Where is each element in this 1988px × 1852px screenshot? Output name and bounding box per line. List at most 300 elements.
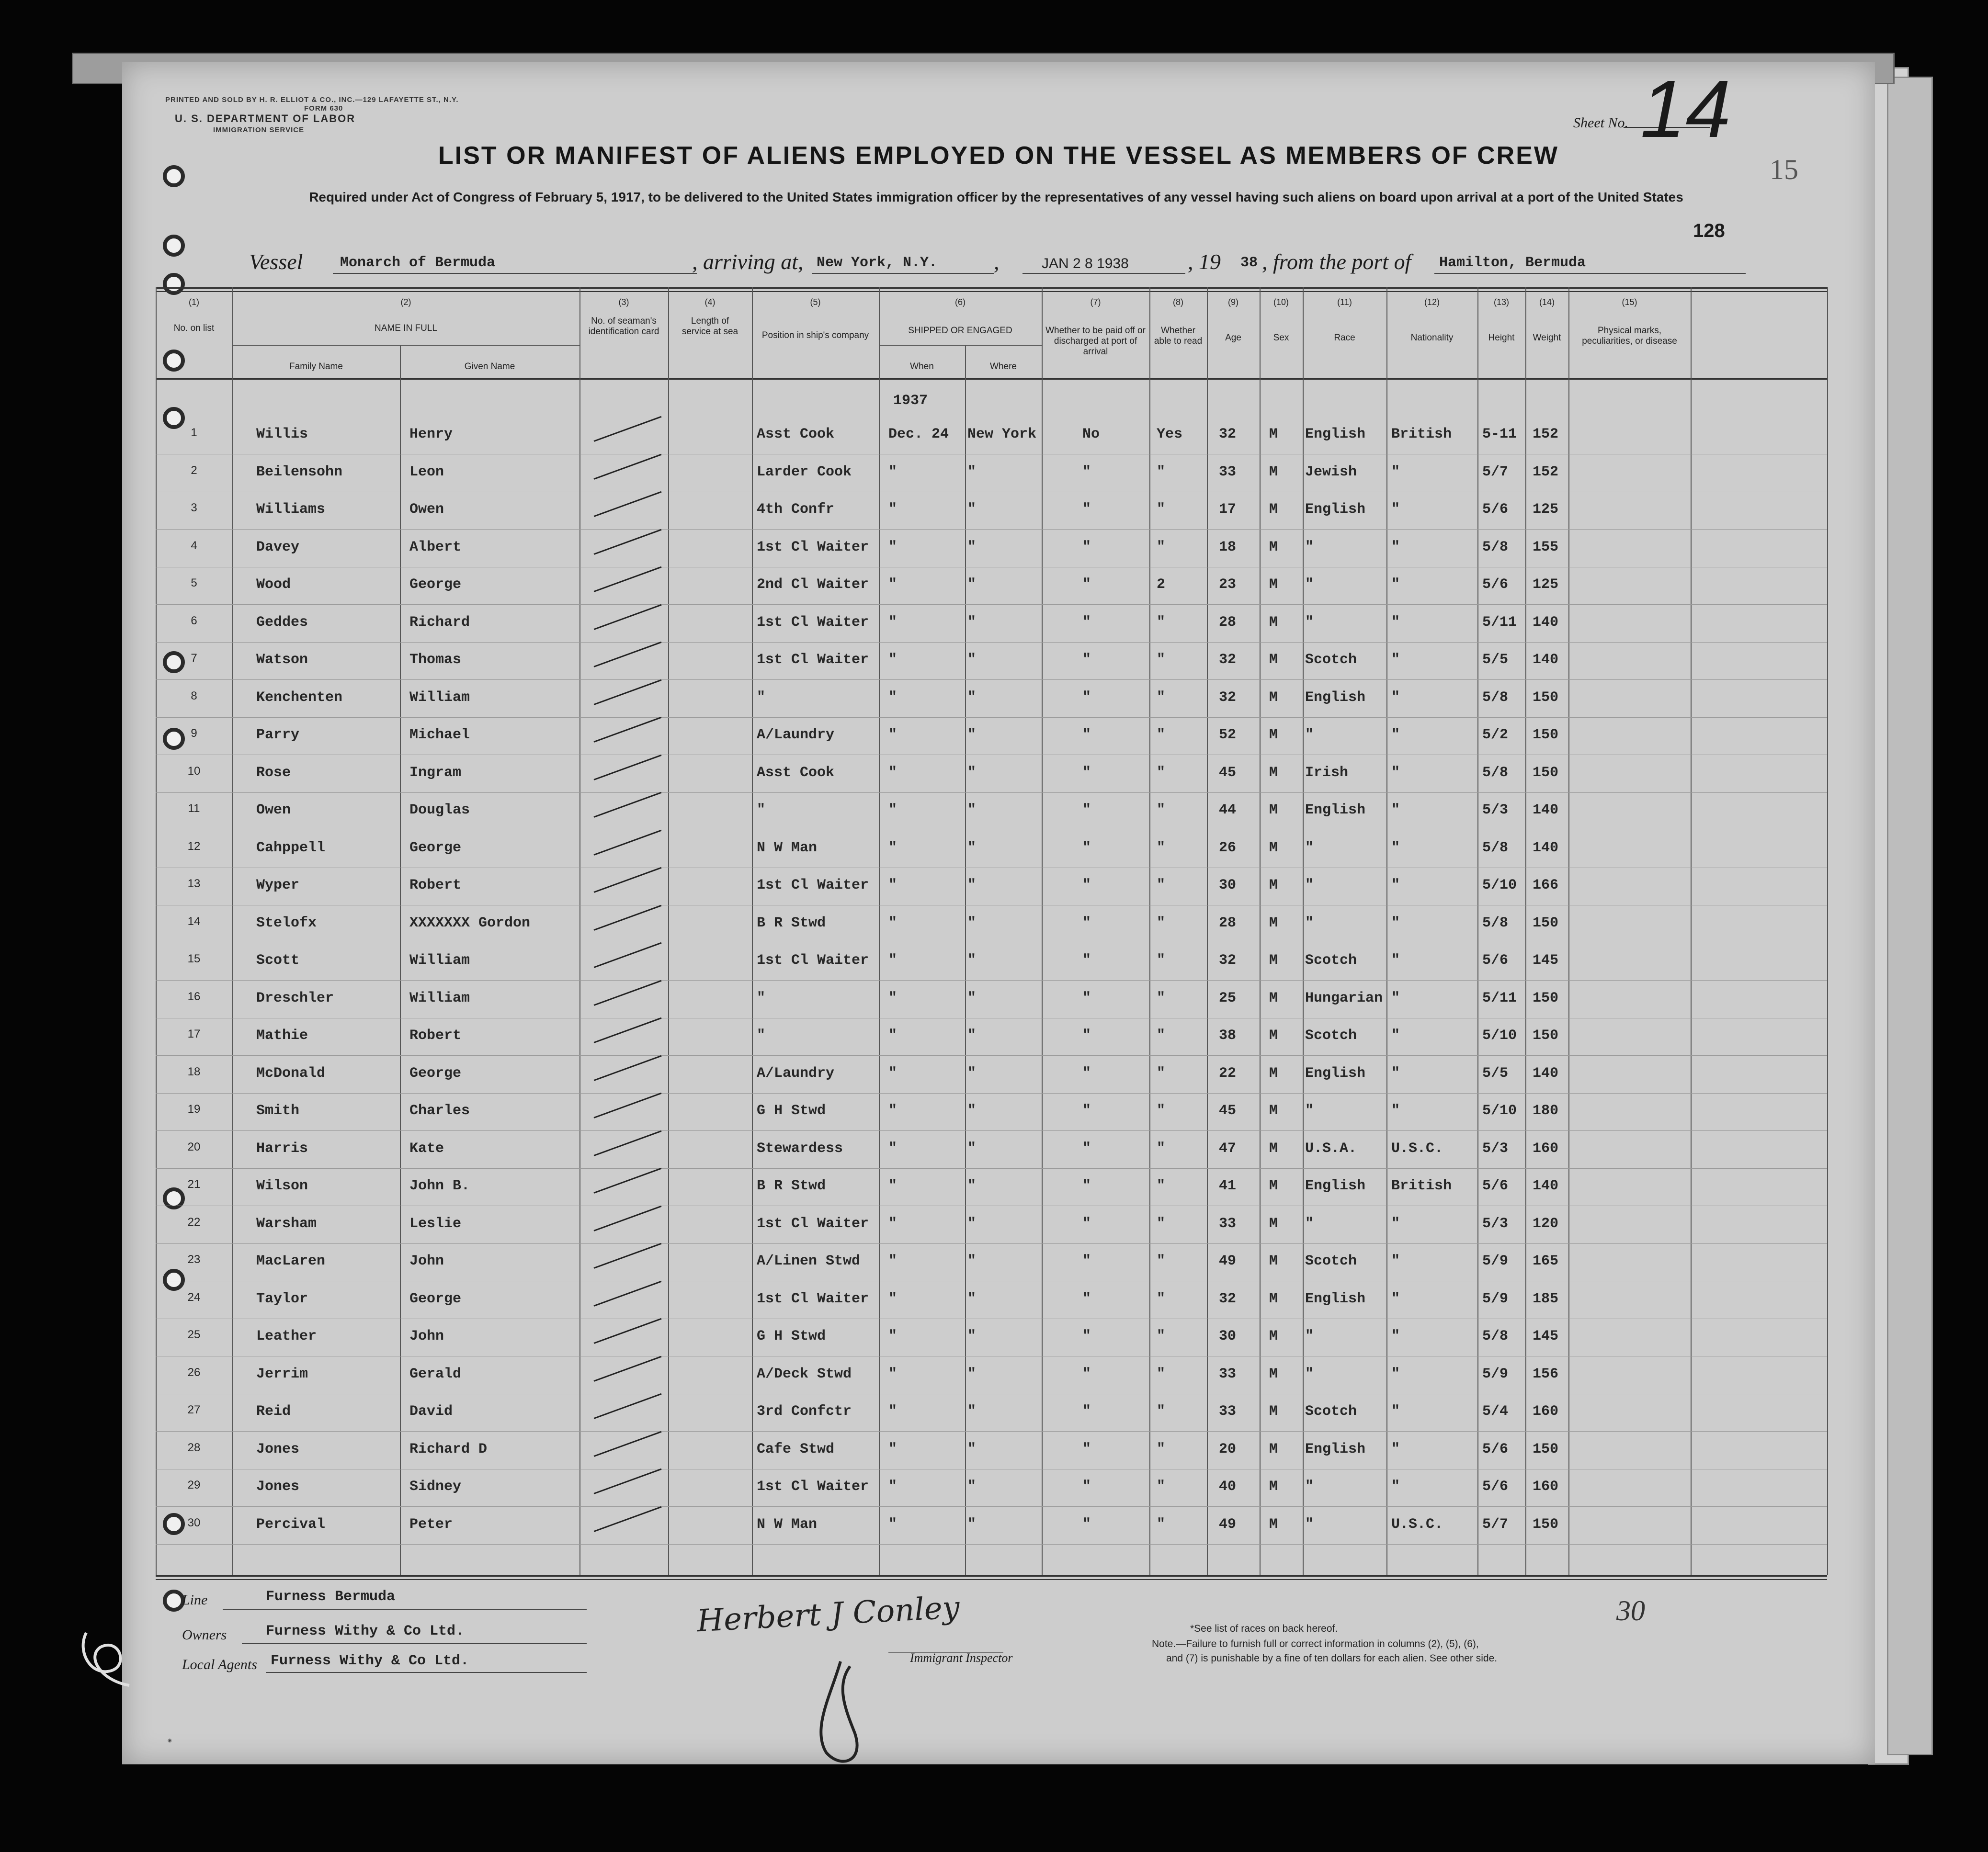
shipped-where-cell: " — [967, 689, 977, 706]
age-cell: 33 — [1219, 1366, 1237, 1382]
shipped-where-cell: " — [967, 501, 977, 518]
col15-number: (15) — [1622, 297, 1637, 307]
row-number-cell: 23 — [187, 1253, 201, 1266]
age-cell: 23 — [1219, 576, 1237, 593]
family-name-cell: Taylor — [256, 1291, 308, 1307]
able-to-read-cell: " — [1157, 1366, 1166, 1382]
sex-cell: M — [1269, 1328, 1278, 1344]
height-cell: 5/4 — [1482, 1403, 1509, 1420]
height-cell: 5/10 — [1482, 877, 1517, 893]
row-number-cell: 13 — [187, 877, 201, 890]
col10-number: (10) — [1273, 297, 1289, 307]
given-name-cell: Richard D — [409, 1441, 488, 1457]
race-cell: English — [1305, 1178, 1366, 1194]
sex-cell: M — [1269, 426, 1278, 442]
paid-off-cell: " — [1082, 802, 1091, 818]
family-name-cell: Kenchenten — [256, 689, 343, 706]
given-name-cell: Robert — [409, 1028, 462, 1044]
paid-off-cell: " — [1082, 915, 1091, 931]
row-number-cell: 27 — [187, 1403, 201, 1416]
id-card-dash — [593, 1318, 661, 1344]
position-cell: 1st Cl Waiter — [757, 952, 869, 969]
col-rule — [1568, 287, 1569, 1575]
col5-number: (5) — [810, 297, 821, 307]
position-cell: " — [757, 689, 766, 706]
sex-cell: M — [1269, 1403, 1278, 1420]
weight-cell: 150 — [1533, 1516, 1559, 1533]
height-cell: 5/10 — [1482, 1028, 1517, 1044]
family-name-cell: Wilson — [256, 1178, 308, 1194]
row-number-cell: 7 — [191, 652, 197, 665]
able-to-read-cell: " — [1157, 727, 1166, 743]
height-cell: 5/3 — [1482, 1141, 1509, 1157]
race-cell: Scotch — [1305, 1028, 1357, 1044]
family-name-cell: Harris — [256, 1141, 308, 1157]
fine-note-1: Note.—Failure to furnish full or correct information in columns (2), (5), (6), — [1152, 1638, 1479, 1649]
nationality-header: Nationality — [1410, 333, 1454, 343]
weight-cell: 165 — [1533, 1253, 1559, 1269]
races-note: *See list of races on back hereof. — [1190, 1623, 1338, 1634]
position-cell: G H Stwd — [757, 1103, 826, 1119]
family-name-cell: Owen — [256, 802, 291, 818]
height-cell: 5/3 — [1482, 802, 1509, 818]
row-number-cell: 20 — [187, 1141, 201, 1153]
paid-off-cell: " — [1082, 1403, 1091, 1420]
row-rule — [156, 1431, 1827, 1432]
row-number-cell: 15 — [187, 952, 201, 965]
position-cell: Stewardess — [757, 1141, 843, 1157]
arriving-underline — [812, 273, 994, 274]
col-rule — [1260, 287, 1261, 1575]
family-name-cell: Parry — [256, 727, 300, 743]
age-cell: 45 — [1219, 765, 1237, 781]
row-number-cell: 12 — [187, 840, 201, 853]
row-number-cell: 3 — [191, 501, 197, 514]
sex-cell: M — [1269, 539, 1278, 555]
age-cell: 33 — [1219, 464, 1237, 480]
shipped-where-cell: " — [967, 990, 977, 1006]
col11-number: (11) — [1337, 297, 1352, 307]
family-name-cell: Davey — [256, 539, 300, 555]
given-name-cell: Robert — [409, 877, 462, 893]
sex-cell: M — [1269, 1366, 1278, 1382]
position-cell: 1st Cl Waiter — [757, 652, 869, 668]
age-cell: 40 — [1219, 1479, 1237, 1495]
nationality-cell: " — [1391, 1479, 1400, 1495]
owners-underline — [242, 1643, 587, 1644]
shipped-when-cell: " — [888, 1216, 897, 1232]
able-to-read-cell: " — [1157, 1103, 1166, 1119]
row-number-cell: 19 — [187, 1103, 201, 1116]
paid-off-cell: No — [1082, 426, 1100, 442]
inspector-label: Immigrant Inspector — [910, 1651, 1013, 1665]
table-bottom-rule-2 — [156, 1579, 1827, 1580]
id-card-dash — [593, 1130, 661, 1156]
position-cell: " — [757, 1028, 766, 1044]
sheet-label: Sheet No. — [1573, 115, 1628, 131]
paid-off-cell: " — [1082, 689, 1091, 706]
position-cell: 1st Cl Waiter — [757, 1291, 869, 1307]
family-name-cell: Jerrim — [256, 1366, 308, 1382]
shipped-where-cell: " — [967, 952, 977, 969]
weight-cell: 150 — [1533, 1441, 1559, 1457]
shipped-where-cell: " — [967, 915, 977, 931]
id-card-dash — [593, 1468, 661, 1494]
col-rule — [579, 287, 580, 1575]
position-cell: 1st Cl Waiter — [757, 1216, 869, 1232]
shipped-when-cell: " — [888, 539, 897, 555]
paid-off-cell: " — [1082, 1178, 1091, 1194]
shipped-when-cell: " — [888, 1403, 897, 1420]
col-rule — [668, 287, 669, 1575]
given-name-cell: Charles — [409, 1103, 470, 1119]
family-name-cell: Watson — [256, 652, 308, 668]
position-cell: N W Man — [757, 840, 818, 856]
weight-cell: 185 — [1533, 1291, 1559, 1307]
col7-header: Whether to be paid off or discharged at port of arrival — [1045, 326, 1146, 357]
nationality-cell: " — [1391, 501, 1400, 518]
family-name-cell: Stelofx — [256, 915, 317, 931]
shipped-where-cell: " — [967, 1253, 977, 1269]
comma-sep: , — [994, 249, 1000, 274]
family-name-cell: Beilensohn — [256, 464, 343, 480]
col2-header: NAME IN FULL — [375, 323, 437, 333]
family-name-cell: Geddes — [256, 614, 308, 631]
position-cell: Cafe Stwd — [757, 1441, 835, 1457]
weight-cell: 160 — [1533, 1479, 1559, 1495]
height-cell: 5/8 — [1482, 915, 1509, 931]
given-name-cell: George — [409, 1291, 462, 1307]
given-name-cell: William — [409, 952, 470, 969]
able-to-read-cell: " — [1157, 1328, 1166, 1344]
position-cell: 4th Confr — [757, 501, 835, 518]
from-port-label: , from the port of — [1262, 249, 1411, 274]
sex-cell: M — [1269, 1028, 1278, 1044]
shipped-where-cell: " — [967, 1216, 977, 1232]
shipped-year: 1937 — [893, 393, 928, 409]
race-header: Race — [1334, 333, 1355, 343]
sex-cell: M — [1269, 1141, 1278, 1157]
given-name-cell: Albert — [409, 539, 462, 555]
from-port: Hamilton, Bermuda — [1439, 255, 1586, 271]
sex-cell: M — [1269, 1253, 1278, 1269]
race-cell: " — [1305, 1479, 1314, 1495]
race-cell: Scotch — [1305, 952, 1357, 969]
id-card-dash — [593, 454, 661, 480]
paid-off-cell: " — [1082, 765, 1091, 781]
height-cell: 5/6 — [1482, 1479, 1509, 1495]
able-to-read-cell: " — [1157, 1253, 1166, 1269]
given-name-cell: Leslie — [409, 1216, 462, 1232]
given-name-cell: George — [409, 1065, 462, 1082]
printer-imprint: PRINTED AND SOLD BY H. R. ELLIOT & CO., INC.—129 LAFAYETTE ST., N.Y. — [165, 96, 459, 104]
height-cell: 5/8 — [1482, 840, 1509, 856]
shipped-where-cell: " — [967, 464, 977, 480]
name-subrule — [232, 345, 579, 346]
weight-cell: 120 — [1533, 1216, 1559, 1232]
height-cell: 5/9 — [1482, 1366, 1509, 1382]
race-cell: " — [1305, 1328, 1314, 1344]
shipped-when-cell: " — [888, 1103, 897, 1119]
nationality-cell: " — [1391, 1441, 1400, 1457]
id-card-dash — [593, 1281, 661, 1307]
shipped-where-cell: " — [967, 1141, 977, 1157]
height-cell: 5/9 — [1482, 1291, 1509, 1307]
height-cell: 5/6 — [1482, 1441, 1509, 1457]
col1-header: No. on list — [173, 323, 215, 333]
sex-cell: M — [1269, 501, 1278, 518]
sex-header: Sex — [1273, 333, 1289, 343]
sex-cell: M — [1269, 952, 1278, 969]
id-card-dash — [593, 679, 661, 705]
family-name-cell: Jones — [256, 1479, 300, 1495]
able-to-read-cell: " — [1157, 1141, 1166, 1157]
family-name-cell: Leather — [256, 1328, 317, 1344]
given-name-cell: John — [409, 1328, 444, 1344]
able-to-read-cell: " — [1157, 1516, 1166, 1533]
able-to-read-cell: " — [1157, 765, 1166, 781]
height-cell: 5/11 — [1482, 990, 1517, 1006]
given-name-cell: Kate — [409, 1141, 444, 1157]
height-cell: 5/6 — [1482, 952, 1509, 969]
shipped-when-cell: " — [888, 1028, 897, 1044]
age-cell: 30 — [1219, 1328, 1237, 1344]
family-name-cell: Scott — [256, 952, 300, 969]
able-to-read-cell: " — [1157, 1178, 1166, 1194]
age-header: Age — [1225, 333, 1241, 343]
given-name-cell: Peter — [409, 1516, 453, 1533]
manifest-page — [122, 62, 1875, 1764]
col2-number: (2) — [400, 297, 411, 307]
given-name-cell: Richard — [409, 614, 470, 631]
height-cell: 5/8 — [1482, 689, 1509, 706]
paid-off-cell: " — [1082, 501, 1091, 518]
row-number-cell: 11 — [188, 802, 200, 815]
col-rule — [1303, 287, 1304, 1575]
able-to-read-cell: " — [1157, 1065, 1166, 1082]
able-to-read-cell: " — [1157, 840, 1166, 856]
weight-cell: 160 — [1533, 1403, 1559, 1420]
shipped-when-cell: " — [888, 576, 897, 593]
age-cell: 22 — [1219, 1065, 1237, 1082]
shipped-where-cell: " — [967, 1103, 977, 1119]
col-rule — [1207, 287, 1208, 1575]
shipped-where-cell: " — [967, 614, 977, 631]
col-rule — [879, 287, 880, 1575]
signature-flourish — [783, 1657, 908, 1764]
inspector-signature: Herbert J Conley — [696, 1590, 961, 1639]
age-cell: 33 — [1219, 1216, 1237, 1232]
id-card-dash — [593, 792, 661, 818]
weight-cell: 145 — [1533, 1328, 1559, 1344]
shipped-when-cell: " — [888, 1328, 897, 1344]
row-number-cell: 2 — [191, 464, 197, 477]
row-number-cell: 9 — [191, 727, 197, 740]
shipped-when-cell: " — [888, 501, 897, 518]
position-cell: 3rd Confctr — [757, 1403, 852, 1420]
union-label: ◉ — [168, 1738, 172, 1743]
vessel-label: Vessel — [249, 249, 303, 274]
position-cell: " — [757, 802, 766, 818]
shipped-where-cell: " — [967, 1479, 977, 1495]
paid-off-cell: " — [1082, 1366, 1091, 1382]
able-to-read-cell: Yes — [1157, 426, 1183, 442]
height-cell: 5/5 — [1482, 1065, 1509, 1082]
col-rule — [1042, 287, 1043, 1575]
row-number-cell: 28 — [187, 1441, 201, 1454]
col9-number: (9) — [1228, 297, 1238, 307]
race-cell: U.S.A. — [1305, 1141, 1357, 1157]
weight-cell: 180 — [1533, 1103, 1559, 1119]
age-cell: 30 — [1219, 877, 1237, 893]
given-name-cell: William — [409, 689, 470, 706]
paid-off-cell: " — [1082, 990, 1091, 1006]
able-to-read-cell: " — [1157, 689, 1166, 706]
row-rule — [156, 1168, 1827, 1169]
shipped-where-cell: " — [967, 1366, 977, 1382]
shipped-where-cell: " — [967, 1441, 977, 1457]
height-cell: 5-11 — [1482, 426, 1517, 442]
age-cell: 28 — [1219, 614, 1237, 631]
row-rule — [156, 717, 1827, 718]
id-card-dash — [593, 491, 661, 517]
row-number-cell: 16 — [187, 990, 201, 1003]
race-cell: Scotch — [1305, 1253, 1357, 1269]
given-name-cell: Thomas — [409, 652, 462, 668]
position-cell: Asst Cook — [757, 765, 835, 781]
given-name-cell: George — [409, 576, 462, 593]
nationality-cell: " — [1391, 614, 1400, 631]
able-to-read-cell: " — [1157, 952, 1166, 969]
able-to-read-cell: " — [1157, 877, 1166, 893]
nationality-cell: " — [1391, 1065, 1400, 1082]
id-card-dash — [593, 980, 661, 1006]
weight-cell: 150 — [1533, 915, 1559, 931]
line-underline — [223, 1609, 587, 1610]
nationality-cell: " — [1391, 576, 1400, 593]
col-rule — [1827, 287, 1828, 1575]
position-cell: A/Laundry — [757, 727, 835, 743]
given-name-cell: John B. — [409, 1178, 470, 1194]
line-value: Furness Bermuda — [266, 1589, 396, 1605]
binder-hole — [163, 350, 185, 372]
id-card-dash — [593, 1393, 661, 1419]
arriving-label: , arriving at, — [692, 249, 804, 274]
col6-header: SHIPPED OR ENGAGED — [908, 326, 1012, 336]
col8-number: (8) — [1173, 297, 1183, 307]
height-cell: 5/11 — [1482, 614, 1517, 631]
weight-cell: 140 — [1533, 1065, 1559, 1082]
id-card-dash — [593, 1243, 661, 1269]
race-cell: English — [1305, 689, 1366, 706]
race-cell: English — [1305, 1441, 1366, 1457]
sex-cell: M — [1269, 614, 1278, 631]
sex-cell: M — [1269, 1216, 1278, 1232]
paid-off-cell: " — [1082, 840, 1091, 856]
shipped-subrule — [879, 345, 1042, 346]
shipped-where-cell: " — [967, 652, 977, 668]
race-cell: Irish — [1305, 765, 1349, 781]
row-rule — [156, 980, 1827, 981]
local-agents-label: Local Agents — [182, 1657, 257, 1672]
height-cell: 5/6 — [1482, 576, 1509, 593]
shipped-where-cell: " — [967, 1403, 977, 1420]
sex-cell: M — [1269, 915, 1278, 931]
nationality-cell: " — [1391, 915, 1400, 931]
shipped-where-cell: " — [967, 840, 977, 856]
nationality-cell: British — [1391, 1178, 1452, 1194]
date-underline — [1022, 273, 1185, 274]
position-cell: A/Linen Stwd — [757, 1253, 861, 1269]
family-name-cell: Wood — [256, 576, 291, 593]
race-cell: " — [1305, 614, 1314, 631]
department-name: U. S. DEPARTMENT OF LABOR — [175, 113, 356, 124]
id-card-dash — [593, 1431, 661, 1457]
id-card-dash — [593, 1206, 661, 1231]
row-number-cell: 26 — [187, 1366, 201, 1379]
family-name-cell: Mathie — [256, 1028, 308, 1044]
shipped-when-cell: " — [888, 727, 897, 743]
age-cell: 47 — [1219, 1141, 1237, 1157]
shipped-when-cell: " — [888, 614, 897, 631]
form-number: FORM 630 — [304, 104, 343, 113]
shipped-when-cell: " — [888, 877, 897, 893]
given-name-cell: Ingram — [409, 765, 462, 781]
line-label: Line — [182, 1592, 208, 1608]
position-cell: 2nd Cl Waiter — [757, 576, 869, 593]
sex-cell: M — [1269, 1065, 1278, 1082]
col14-number: (14) — [1539, 297, 1555, 307]
weight-cell: 140 — [1533, 802, 1559, 818]
age-cell: 38 — [1219, 1028, 1237, 1044]
paid-off-cell: " — [1082, 1328, 1091, 1344]
height-cell: 5/7 — [1482, 1516, 1509, 1533]
when-header: When — [910, 361, 934, 372]
able-to-read-cell: " — [1157, 1028, 1166, 1044]
nationality-cell: " — [1391, 765, 1400, 781]
local-agents-value: Furness Withy & Co Ltd. — [271, 1653, 469, 1669]
weight-cell: 156 — [1533, 1366, 1559, 1382]
sex-cell: M — [1269, 727, 1278, 743]
sex-cell: M — [1269, 1516, 1278, 1533]
age-cell: 33 — [1219, 1403, 1237, 1420]
race-cell: " — [1305, 877, 1314, 893]
race-cell: English — [1305, 1291, 1366, 1307]
page-number: 128 — [1693, 220, 1725, 241]
from-port-underline — [1434, 273, 1746, 274]
age-cell: 32 — [1219, 689, 1237, 706]
shipped-where-cell: " — [967, 1516, 977, 1533]
row-rule — [156, 1506, 1827, 1507]
height-cell: 5/3 — [1482, 1216, 1509, 1232]
shipped-when-cell: " — [888, 1253, 897, 1269]
shipped-when-cell: " — [888, 1441, 897, 1457]
position-cell: N W Man — [757, 1516, 818, 1533]
where-header: Where — [990, 361, 1017, 372]
paid-off-cell: " — [1082, 1103, 1091, 1119]
shipped-when-cell: " — [888, 652, 897, 668]
given-name-cell: Douglas — [409, 802, 470, 818]
position-cell: Asst Cook — [757, 426, 835, 442]
race-cell: English — [1305, 426, 1366, 442]
age-cell: 25 — [1219, 990, 1237, 1006]
row-number-cell: 22 — [187, 1216, 201, 1229]
nationality-cell: " — [1391, 1366, 1400, 1382]
family-name-cell: Wyper — [256, 877, 300, 893]
race-cell: Scotch — [1305, 1403, 1357, 1420]
service-name: IMMIGRATION SERVICE — [213, 126, 305, 134]
page-edge-back-2 — [1887, 77, 1933, 1755]
